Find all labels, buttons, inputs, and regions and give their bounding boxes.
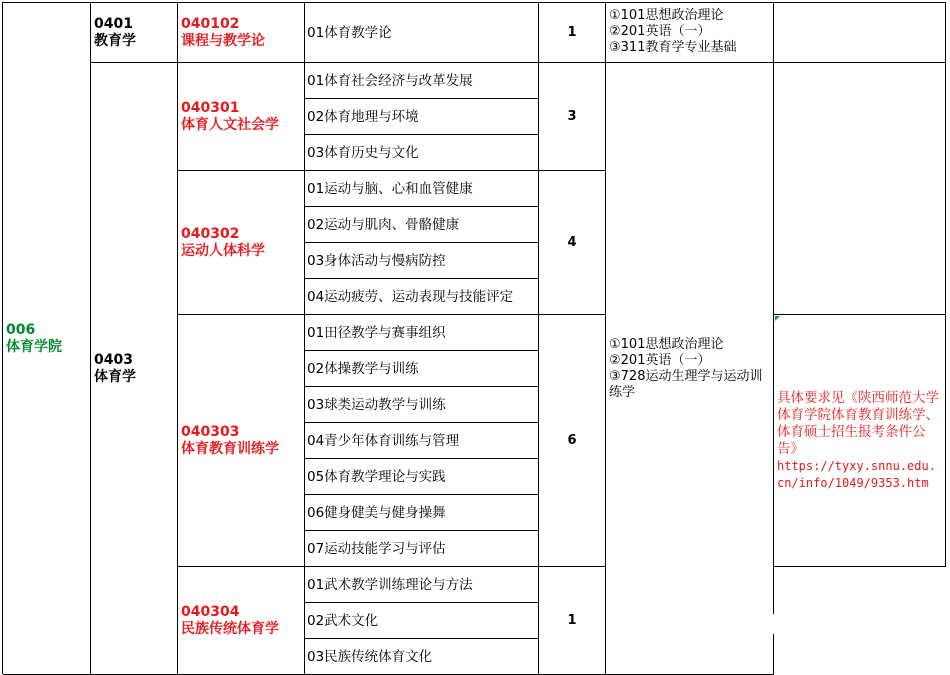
direction-label: 02体操教学与训练 <box>307 360 419 377</box>
direction-cell <box>305 423 539 459</box>
exam-subjects-cell-pe <box>606 63 774 675</box>
direction-label: 04青少年体育训练与管理 <box>307 432 460 449</box>
direction-label: 05体育教学理论与实践 <box>307 468 446 485</box>
enrollment-cell <box>539 63 606 171</box>
exam-subjects-cell-edu <box>606 3 774 63</box>
direction-label: 01体育社会经济与改革发展 <box>307 72 473 89</box>
masked-region <box>607 614 950 634</box>
discipline-cell-0403 <box>91 63 178 675</box>
college-cell <box>3 3 91 675</box>
enrollment-count: 4 <box>567 234 577 250</box>
direction-cell <box>305 603 539 639</box>
major-code: 040304 <box>181 603 240 620</box>
enrollment-cell <box>539 315 606 567</box>
exam-subject: ③728运动生理学与运动训练学 <box>609 368 763 400</box>
major-name: 民族传统体育学 <box>181 620 279 637</box>
major-name: 体育人文社会学 <box>181 116 279 133</box>
direction-label: 04运动疲劳、运动表现与技能评定 <box>307 288 514 305</box>
discipline-cell-0401 <box>91 3 178 63</box>
exam-subject: ①101思想政治理论 <box>609 336 724 352</box>
direction-label: 03球类运动教学与训练 <box>307 396 446 413</box>
direction-cell <box>305 243 539 279</box>
direction-cell <box>305 99 539 135</box>
major-code: 040301 <box>181 99 240 116</box>
major-cell-040102 <box>178 3 305 63</box>
direction-label: 01田径教学与赛事组织 <box>307 324 446 341</box>
direction-cell <box>305 3 539 63</box>
direction-label: 02武术文化 <box>307 612 379 629</box>
direction-label: 03体育历史与文化 <box>307 144 419 161</box>
direction-cell <box>305 315 539 351</box>
enrollment-count: 3 <box>567 108 577 124</box>
notes-cell-pe <box>774 315 946 567</box>
direction-label: 03民族传统体育文化 <box>307 648 433 665</box>
enrollment-cell <box>539 567 606 675</box>
direction-cell <box>305 459 539 495</box>
major-name: 运动人体科学 <box>181 242 265 259</box>
discipline-code: 0401 <box>94 15 133 32</box>
direction-label: 01运动与脑、心和血管健康 <box>307 180 473 197</box>
discipline-code: 0403 <box>94 351 133 368</box>
major-cell-040303 <box>178 315 305 567</box>
direction-label: 01武术教学训练理论与方法 <box>307 576 473 593</box>
discipline-name: 体育学 <box>94 368 136 385</box>
major-name: 体育教育训练学 <box>181 440 279 457</box>
direction-cell <box>305 351 539 387</box>
exam-subject: ①101思想政治理论 <box>609 8 724 23</box>
enrollment-count: 1 <box>567 612 577 628</box>
direction-cell <box>305 135 539 171</box>
direction-cell <box>305 531 539 567</box>
college-name: 体育学院 <box>6 338 62 355</box>
notes-cell-blank <box>774 63 946 315</box>
exam-subject: ②201英语（一） <box>609 352 711 368</box>
major-code: 040302 <box>181 225 240 242</box>
direction-label: 03身体活动与慢病防控 <box>307 252 446 269</box>
major-cell-040302 <box>178 171 305 315</box>
major-code: 040303 <box>181 423 240 440</box>
notes-link[interactable]: https://tyxy.snnu.edu.cn/info/1049/9353.htm <box>777 458 936 490</box>
direction-cell <box>305 63 539 99</box>
exam-subject: ③311教育学专业基础 <box>609 40 737 55</box>
direction-cell <box>305 279 539 315</box>
enrollment-cell <box>539 171 606 315</box>
direction-cell <box>305 639 539 675</box>
major-cell-040301 <box>178 63 305 171</box>
direction-label: 06健身健美与健身操舞 <box>307 504 446 521</box>
college-code: 006 <box>6 321 36 338</box>
enrollment-count: 6 <box>567 432 577 448</box>
direction-label: 01体育教学论 <box>307 24 392 41</box>
direction-cell <box>305 387 539 423</box>
exam-subject: ②201英语（一） <box>609 24 711 39</box>
notes-text: 具体要求见《陕西师范大学体育学院体育教育训练学、体育硕士招生报考条件公告》 <box>777 389 939 457</box>
major-cell-040304 <box>178 567 305 675</box>
discipline-name: 教育学 <box>94 32 136 49</box>
direction-label: 02体育地理与环境 <box>307 108 419 125</box>
direction-label: 07运动技能学习与评估 <box>307 540 446 557</box>
major-name: 课程与教学论 <box>181 32 265 49</box>
enrollment-count: 1 <box>567 24 577 40</box>
enrollment-cell <box>539 3 606 63</box>
direction-cell <box>305 567 539 603</box>
major-code: 040102 <box>181 15 240 32</box>
direction-label: 02运动与肌肉、骨骼健康 <box>307 216 460 233</box>
notes-cell-edu <box>774 3 946 63</box>
direction-cell <box>305 495 539 531</box>
direction-cell <box>305 171 539 207</box>
cell-comment-marker <box>775 316 780 321</box>
direction-cell <box>305 207 539 243</box>
